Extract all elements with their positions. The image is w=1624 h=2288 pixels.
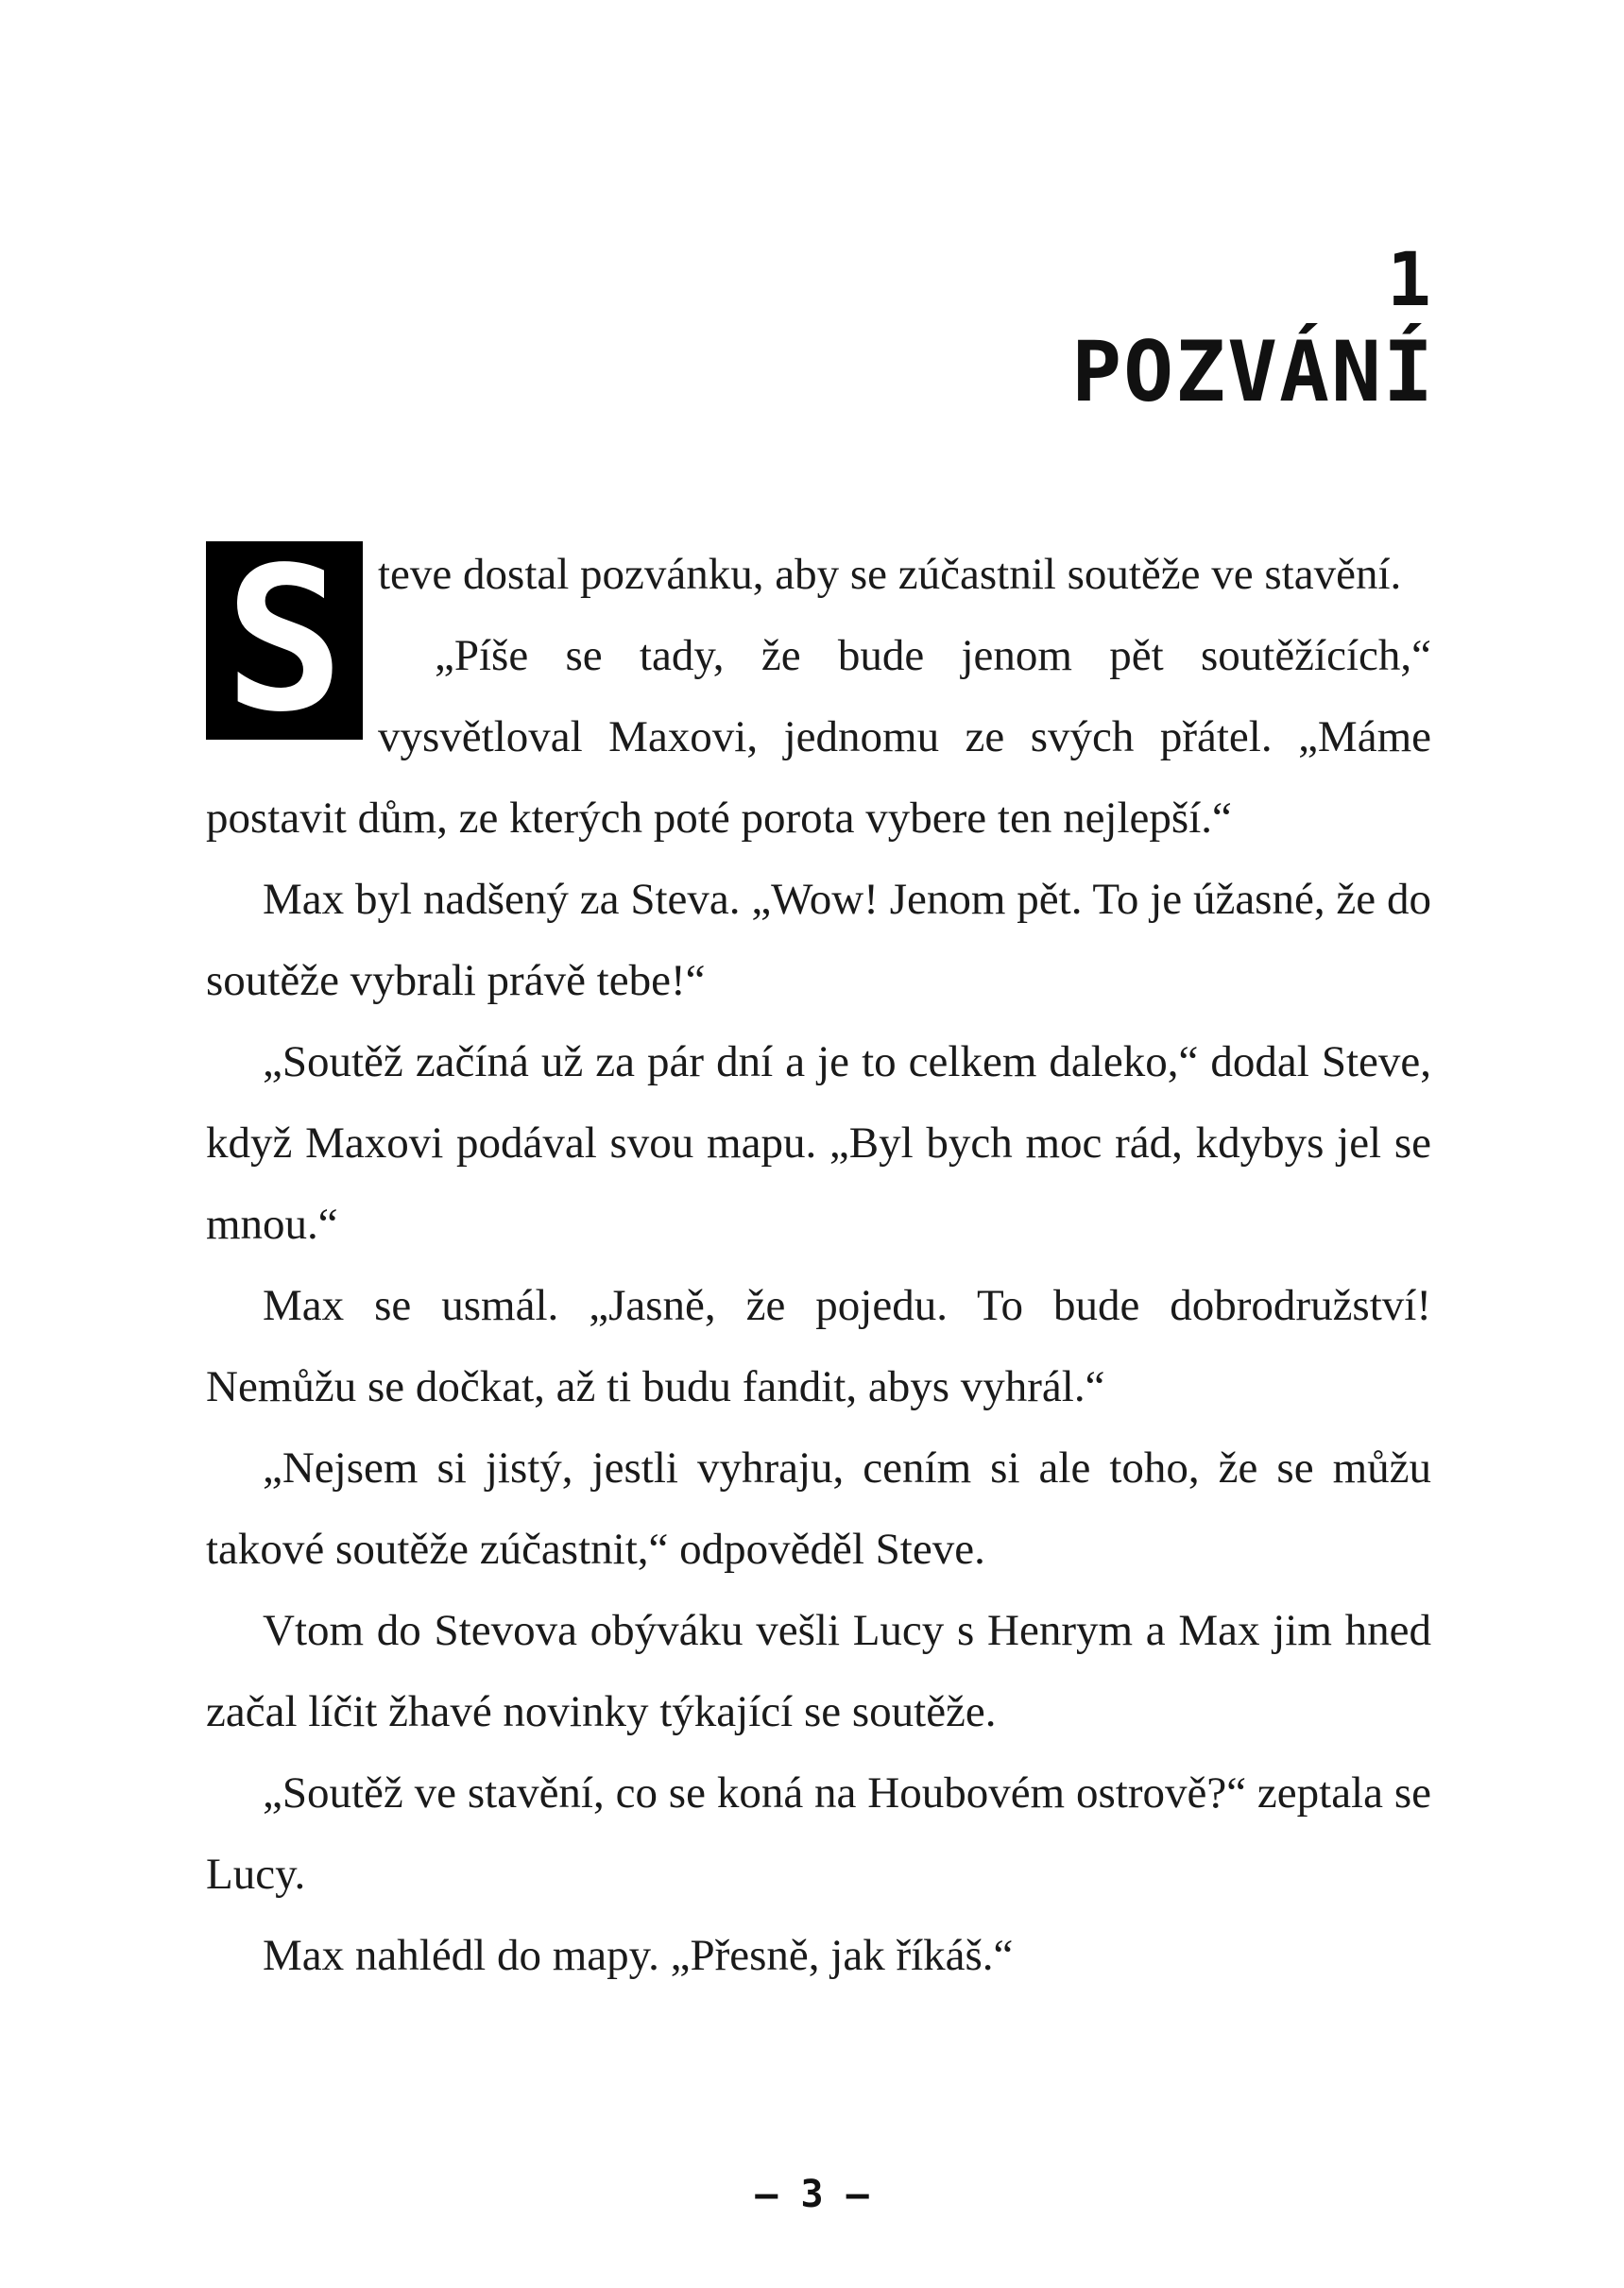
paragraph-4: „Soutěž začíná už za pár dní a je to celkem daleko,“ dodal Steve, když Maxovi podával svou mapu. „Byl bych moc rád, kdybys jel se mnou.“ (206, 1037, 1431, 1249)
chapter-title: POZVÁNÍ (1071, 323, 1435, 420)
paragraph-3: Max byl nadšený za Steva. „Wow! Jenom pět. To je úžasné, že do soutěže vybrali právě tebe!“ (206, 875, 1431, 1005)
paragraph-2: „Píše se tady, že bude jenom pět soutěžících,“ vysvětloval Maxovi, jednomu ze svých přátel. „Máme postavit dům, ze kterých poté porota vybere ten nejlepší.“ (206, 631, 1431, 843)
paragraph-8: „Soutěž ve stavění, co se koná na Houbovém ostrově?“ zeptala se Lucy. (206, 1768, 1431, 1899)
drop-cap: S (206, 541, 363, 740)
paragraph-7: Vtom do Stevova obýváku vešli Lucy s Henrym a Max jim hned začal líčit žhavé novinky týkající se soutěže. (206, 1606, 1431, 1736)
chapter-number: 1 (1387, 238, 1431, 323)
chapter-text (206, 534, 1431, 1996)
paragraph-1-text: teve dostal pozvánku, aby se zúčastnil soutěže ve stavění. (378, 550, 1402, 599)
paragraph-5: Max se usmál. „Jasně, že pojedu. To bude dobrodružství! Nemůžu se dočkat, až ti budu fandit, abys vyhrál.“ (206, 1281, 1431, 1411)
paragraph-9: Max nahlédl do mapy. „Přesně, jak říkáš.“ (263, 1931, 1014, 1980)
page-number: – 3 – (755, 2173, 869, 2216)
paragraph-6: „Nejsem si jistý, jestli vyhraju, cením si ale toho, že se můžu takové soutěže zúčastnit,“ odpověděl Steve. (206, 1443, 1431, 1574)
